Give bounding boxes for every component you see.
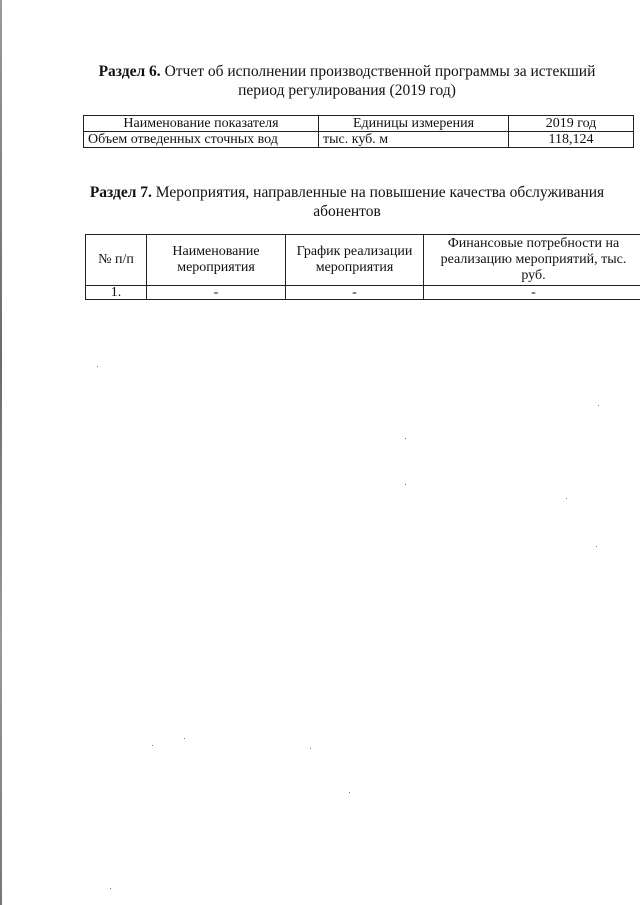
section-7-heading: Мероприятия, направленные на повышение качества обслуживания абонентов [151, 184, 605, 220]
table-row [84, 132, 634, 148]
table-row [86, 286, 640, 300]
column-header: Наименование показателя [84, 116, 319, 132]
table-header-row [84, 116, 634, 132]
section-6-title [82, 62, 612, 100]
scan-speck [97, 366, 98, 367]
table-cell: - [147, 286, 286, 300]
scan-speck [152, 745, 153, 746]
scan-speck [310, 748, 311, 749]
table-cell: 1. [86, 286, 147, 300]
section-6-label: Раздел 6. [98, 63, 161, 80]
section-7-label: Раздел 7. [89, 184, 152, 201]
column-header: График реализации мероприятия [286, 235, 424, 286]
table-cell: - [286, 286, 424, 300]
section-7-table [85, 234, 640, 300]
column-header: № п/п [86, 235, 147, 286]
table-header-row [86, 235, 640, 286]
section-6-table [83, 115, 634, 148]
column-header: Единицы измерения [319, 116, 509, 132]
scan-speck [349, 792, 350, 793]
scan-speck [405, 484, 406, 485]
scan-edge [0, 0, 2, 905]
section-6-heading: Отчет об исполнении производственной программы за истекший период регулирования (2019 год) [160, 63, 596, 99]
table-cell: Объем отведенных сточных вод [84, 132, 319, 148]
scan-speck [405, 438, 406, 439]
section-7-title [82, 183, 612, 221]
table-cell: - [424, 286, 640, 300]
table-cell: тыс. куб. м [319, 132, 509, 148]
scan-speck [598, 405, 599, 406]
table-cell: 118,124 [509, 132, 634, 148]
column-header: Финансовые потребности на реализацию мероприятий, тыс. руб. [424, 235, 640, 286]
scan-speck [596, 546, 597, 547]
scan-speck [110, 888, 111, 889]
column-header: 2019 год [509, 116, 634, 132]
column-header: Наименование мероприятия [147, 235, 286, 286]
scan-speck [184, 738, 185, 739]
scan-speck [566, 498, 567, 499]
